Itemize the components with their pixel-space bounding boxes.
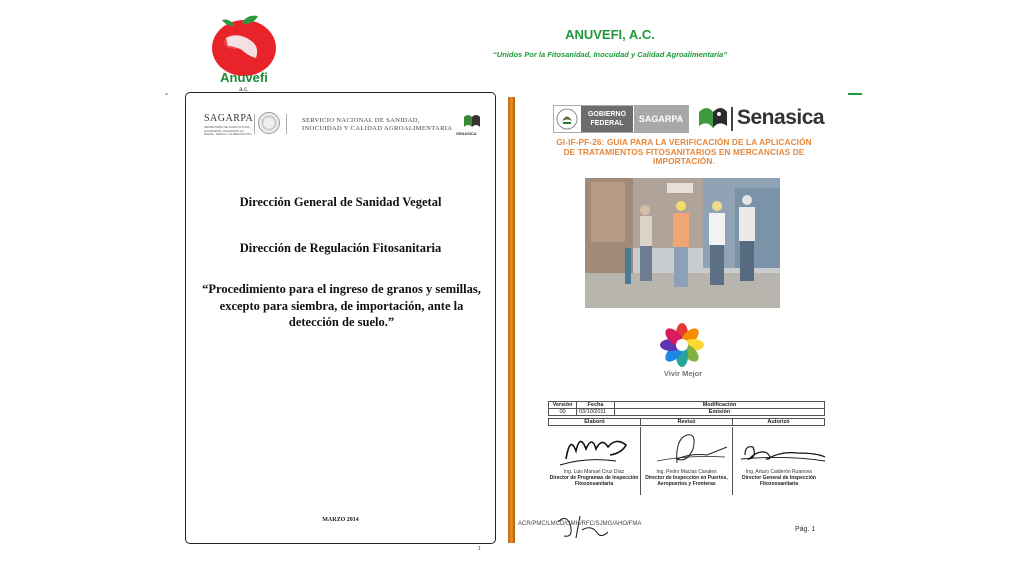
logo-text: Anuvefi xyxy=(220,70,268,85)
signature-1 xyxy=(556,429,636,469)
senasica-mini-label: SENASICA xyxy=(456,131,477,136)
senasica-divider xyxy=(731,107,733,131)
approval-header-table xyxy=(548,418,825,426)
gobierno-federal-banner xyxy=(553,105,689,133)
heading-main: Dirección General de Sanidad Vegetal xyxy=(239,195,442,209)
header-elaboro: Elaboró xyxy=(549,419,641,426)
revision-table xyxy=(548,401,825,416)
table-row xyxy=(549,402,825,409)
header-version: Versión xyxy=(549,402,577,409)
signature-area xyxy=(548,427,825,495)
org-motto: “Unidos Por la Fitosanidad, Inocuidad y Calidad Agroalimentaria” xyxy=(493,50,727,59)
orange-margin-bar xyxy=(508,97,515,543)
page-number: 1 xyxy=(478,546,481,552)
eagle-seal-icon xyxy=(556,108,578,130)
service-line-1: SERVICIO NACIONAL DE SANIDAD, xyxy=(302,117,420,124)
document-date: MARZO 2014 xyxy=(322,517,359,523)
cell-version: 00 xyxy=(549,409,577,416)
table-row xyxy=(549,419,825,426)
service-line-2: INOCUIDAD Y CALIDAD AGROALIMENTARIA xyxy=(302,125,453,132)
cell-fecha: 03/10/2011 xyxy=(577,409,615,416)
senasica-icon xyxy=(697,104,729,134)
sagarpa-box: SAGARPA xyxy=(634,106,688,132)
seal-icon xyxy=(258,112,280,134)
signer-role: Director de Programas de Inspección Fitozoosanitaria xyxy=(549,475,639,487)
logo-sub: a.c. xyxy=(239,87,249,92)
signature-2 xyxy=(647,429,731,469)
anuvefi-logo xyxy=(204,10,284,92)
signer-role: Director de Inspección en Puertos, Aeropuertos y Fronteras xyxy=(645,475,728,487)
vivir-mejor-label: Vivir Mejor xyxy=(663,369,703,378)
gobierno-federal-label xyxy=(581,106,633,132)
decorative-dot xyxy=(165,93,168,95)
senasica-wordmark: Senasica xyxy=(737,106,825,129)
header-reviso: Revisó xyxy=(641,419,733,426)
footer-page: Pág. 1 xyxy=(795,526,816,533)
sagarpa-subtitle: SECRETARÍA DE AGRICULTURA, GANADERÍA, DESARROLLO RURAL, PESCA Y ALIMENTACIÓN xyxy=(204,125,252,136)
signer-column xyxy=(640,427,732,495)
signer-name: Ing. Arturo Calderón Ruanova xyxy=(745,469,813,475)
sagarpa-header xyxy=(200,109,484,139)
decorative-dash xyxy=(848,93,862,95)
service-name xyxy=(302,117,452,133)
signer-column xyxy=(732,427,825,495)
signer-role: Director General de Inspección Fitozoosanitaria xyxy=(742,475,816,487)
sagarpa-wordmark: SAGARPA xyxy=(204,113,254,124)
cell-modificacion: Emisión xyxy=(615,409,825,416)
table-row xyxy=(549,409,825,416)
header-divider xyxy=(254,114,255,134)
left-document-page xyxy=(185,92,496,544)
header-divider xyxy=(286,114,287,134)
gob-line-1: GOBIERNO xyxy=(587,111,627,118)
signature-3 xyxy=(737,435,827,467)
gob-line-2: FEDERAL xyxy=(590,120,624,127)
signer-column xyxy=(548,427,640,495)
signer-name: Ing. Luis Manuel Cruz Díaz xyxy=(563,469,625,475)
vivir-mejor-logo xyxy=(659,322,705,368)
inspection-photo xyxy=(585,178,780,308)
signer-name: Ing. Pedro Macías Canales xyxy=(656,469,717,475)
heading-sub: Dirección de Regulación Fitosanitaria xyxy=(239,241,442,255)
header-autorizo: Autorizó xyxy=(733,419,825,426)
footer-code: ACR/PMC/LMCD/GMH/RFC/SJMG/AHO/FMA xyxy=(518,521,642,527)
org-title: ANUVEFI, A.C. xyxy=(565,27,655,42)
guide-title: GI-IF-PF-26: GUIA PARA LA VERIFICACIÓN DE LA APLICACIÓN DE TRATAMIENTOS FITOSANITARIOS EN MERCANCIAS DE IMPORTACIÓN. xyxy=(556,137,812,166)
procedure-title: “Procedimiento para el ingreso de granos y semillas, excepto para siembra, de importación, ante la detección de suelo.” xyxy=(202,282,481,329)
header-fecha: Fecha xyxy=(577,402,615,409)
header-modificacion: Modificación xyxy=(615,402,825,409)
